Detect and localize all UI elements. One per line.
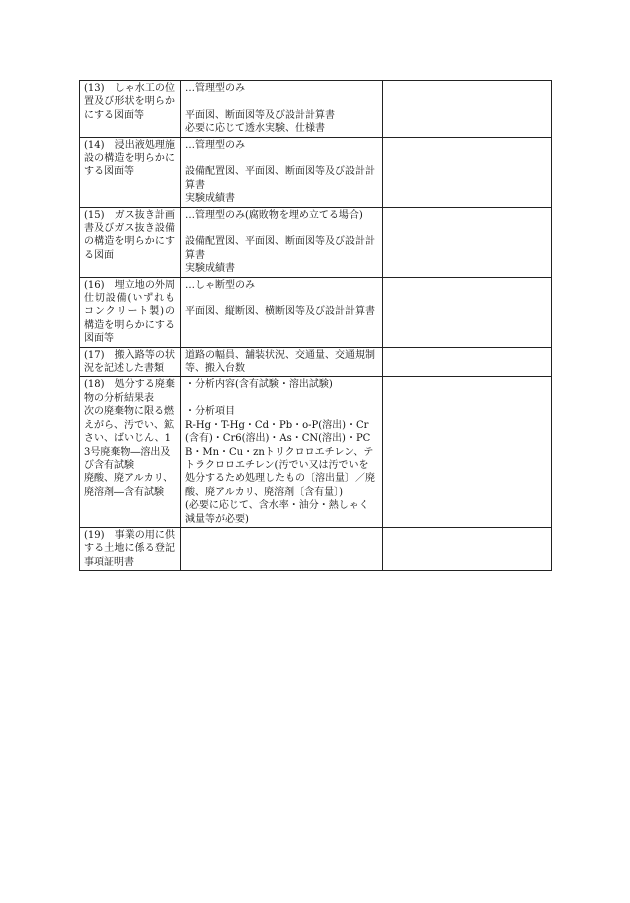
blank-line	[185, 95, 377, 108]
item-sub-label: 次の廃棄物に限る燃えがら、汚でい、鉱さい、ばいじん、13号廃棄物―溶出及び含有試験	[84, 406, 174, 471]
content-cell	[181, 81, 383, 138]
content-line: 実験成績書	[185, 193, 235, 205]
content-line: 必要に応じて透水実験、仕様書	[185, 123, 325, 135]
table-row	[80, 527, 552, 570]
table-row	[80, 81, 552, 138]
item-cell	[80, 527, 181, 570]
content-line: …しゃ断型のみ	[185, 279, 255, 291]
content-line: 平面図、縦断図、横断図等及び設計計算書	[185, 306, 375, 318]
blank-line	[185, 152, 377, 165]
content-line: 設備配置図、平面図、断面図等及び設計計算書	[185, 166, 375, 191]
note-cell	[383, 137, 552, 207]
note-cell	[383, 81, 552, 138]
item-sub-label: 廃酸、廃アルカリ、廃溶剤―含有試験	[84, 473, 174, 498]
content-line: R-Hg・T-Hg・Cd・Pb・o-P(溶出)・Cr(含有)・Cr6(溶出)・As・CN(溶出)・PCB・Mn・Cu・znトリクロロエチレン、テトラクロロエチレン(汚でい又は汚でいを処分するため処理したもの〔溶出量〕／廃酸、廃アルカリ、廃溶剤〔含有量〕)	[185, 419, 375, 498]
content-line: …管理型のみ(腐敗物を埋め立てる場合)	[185, 209, 363, 221]
blank-line	[185, 392, 377, 405]
note-cell	[383, 207, 552, 277]
content-line: 実験成績書	[185, 263, 235, 275]
content-cell	[181, 207, 383, 277]
table-row	[80, 207, 552, 277]
item-label: (13) しゃ水工の位置及び形状を明らかにする図面等	[84, 83, 175, 121]
item-label: (16) 埋立地の外周仕切設備(いずれもコンクリート製)の構造を明らかにする図面等	[84, 279, 175, 345]
item-cell	[80, 207, 181, 277]
content-cell	[181, 377, 383, 527]
table-row	[80, 347, 552, 377]
item-cell	[80, 137, 181, 207]
content-cell	[181, 277, 383, 347]
item-label: (15) ガス抜き計画書及びガス抜き設備の構造を明らかにする図面	[84, 209, 175, 261]
item-cell	[80, 377, 181, 527]
content-line: (必要に応じて、含水率・油分・熱しゃく減量等が必要)	[185, 500, 369, 525]
table-row	[80, 277, 552, 347]
item-label: (14) 浸出液処理施設の構造を明らかにする図面等	[84, 139, 175, 178]
note-cell	[383, 277, 552, 347]
content-line: 道路の幅員、舗装状況、交通量、交通規制等、搬入台数	[185, 349, 375, 375]
blank-line	[185, 292, 377, 305]
note-cell	[383, 347, 552, 377]
document-table-body	[80, 81, 552, 571]
content-cell	[181, 527, 383, 570]
item-cell	[80, 81, 181, 138]
item-cell	[80, 277, 181, 347]
content-line: …管理型のみ	[185, 139, 245, 151]
note-cell	[383, 527, 552, 570]
content-line: …管理型のみ	[185, 83, 245, 94]
blank-line	[185, 222, 377, 235]
note-cell	[383, 377, 552, 527]
content-line: 平面図、断面図等及び設計計算書	[185, 109, 335, 121]
item-label: (17) 搬入路等の状況を記述した書類	[84, 349, 175, 375]
item-cell	[80, 347, 181, 377]
document-table	[79, 80, 552, 571]
content-line: ・分析項目	[185, 406, 235, 418]
content-cell	[181, 347, 383, 377]
content-cell	[181, 137, 383, 207]
content-line: 設備配置図、平面図、断面図等及び設計計算書	[185, 236, 375, 261]
table-row	[80, 137, 552, 207]
item-label: (19) 事業の用に供する土地に係る登記事項証明書	[84, 529, 175, 568]
content-line: ・分析内容(含有試験・溶出試験)	[185, 379, 333, 391]
table-row	[80, 377, 552, 527]
item-label: (18) 処分する廃棄物の分析結果表	[84, 379, 175, 404]
